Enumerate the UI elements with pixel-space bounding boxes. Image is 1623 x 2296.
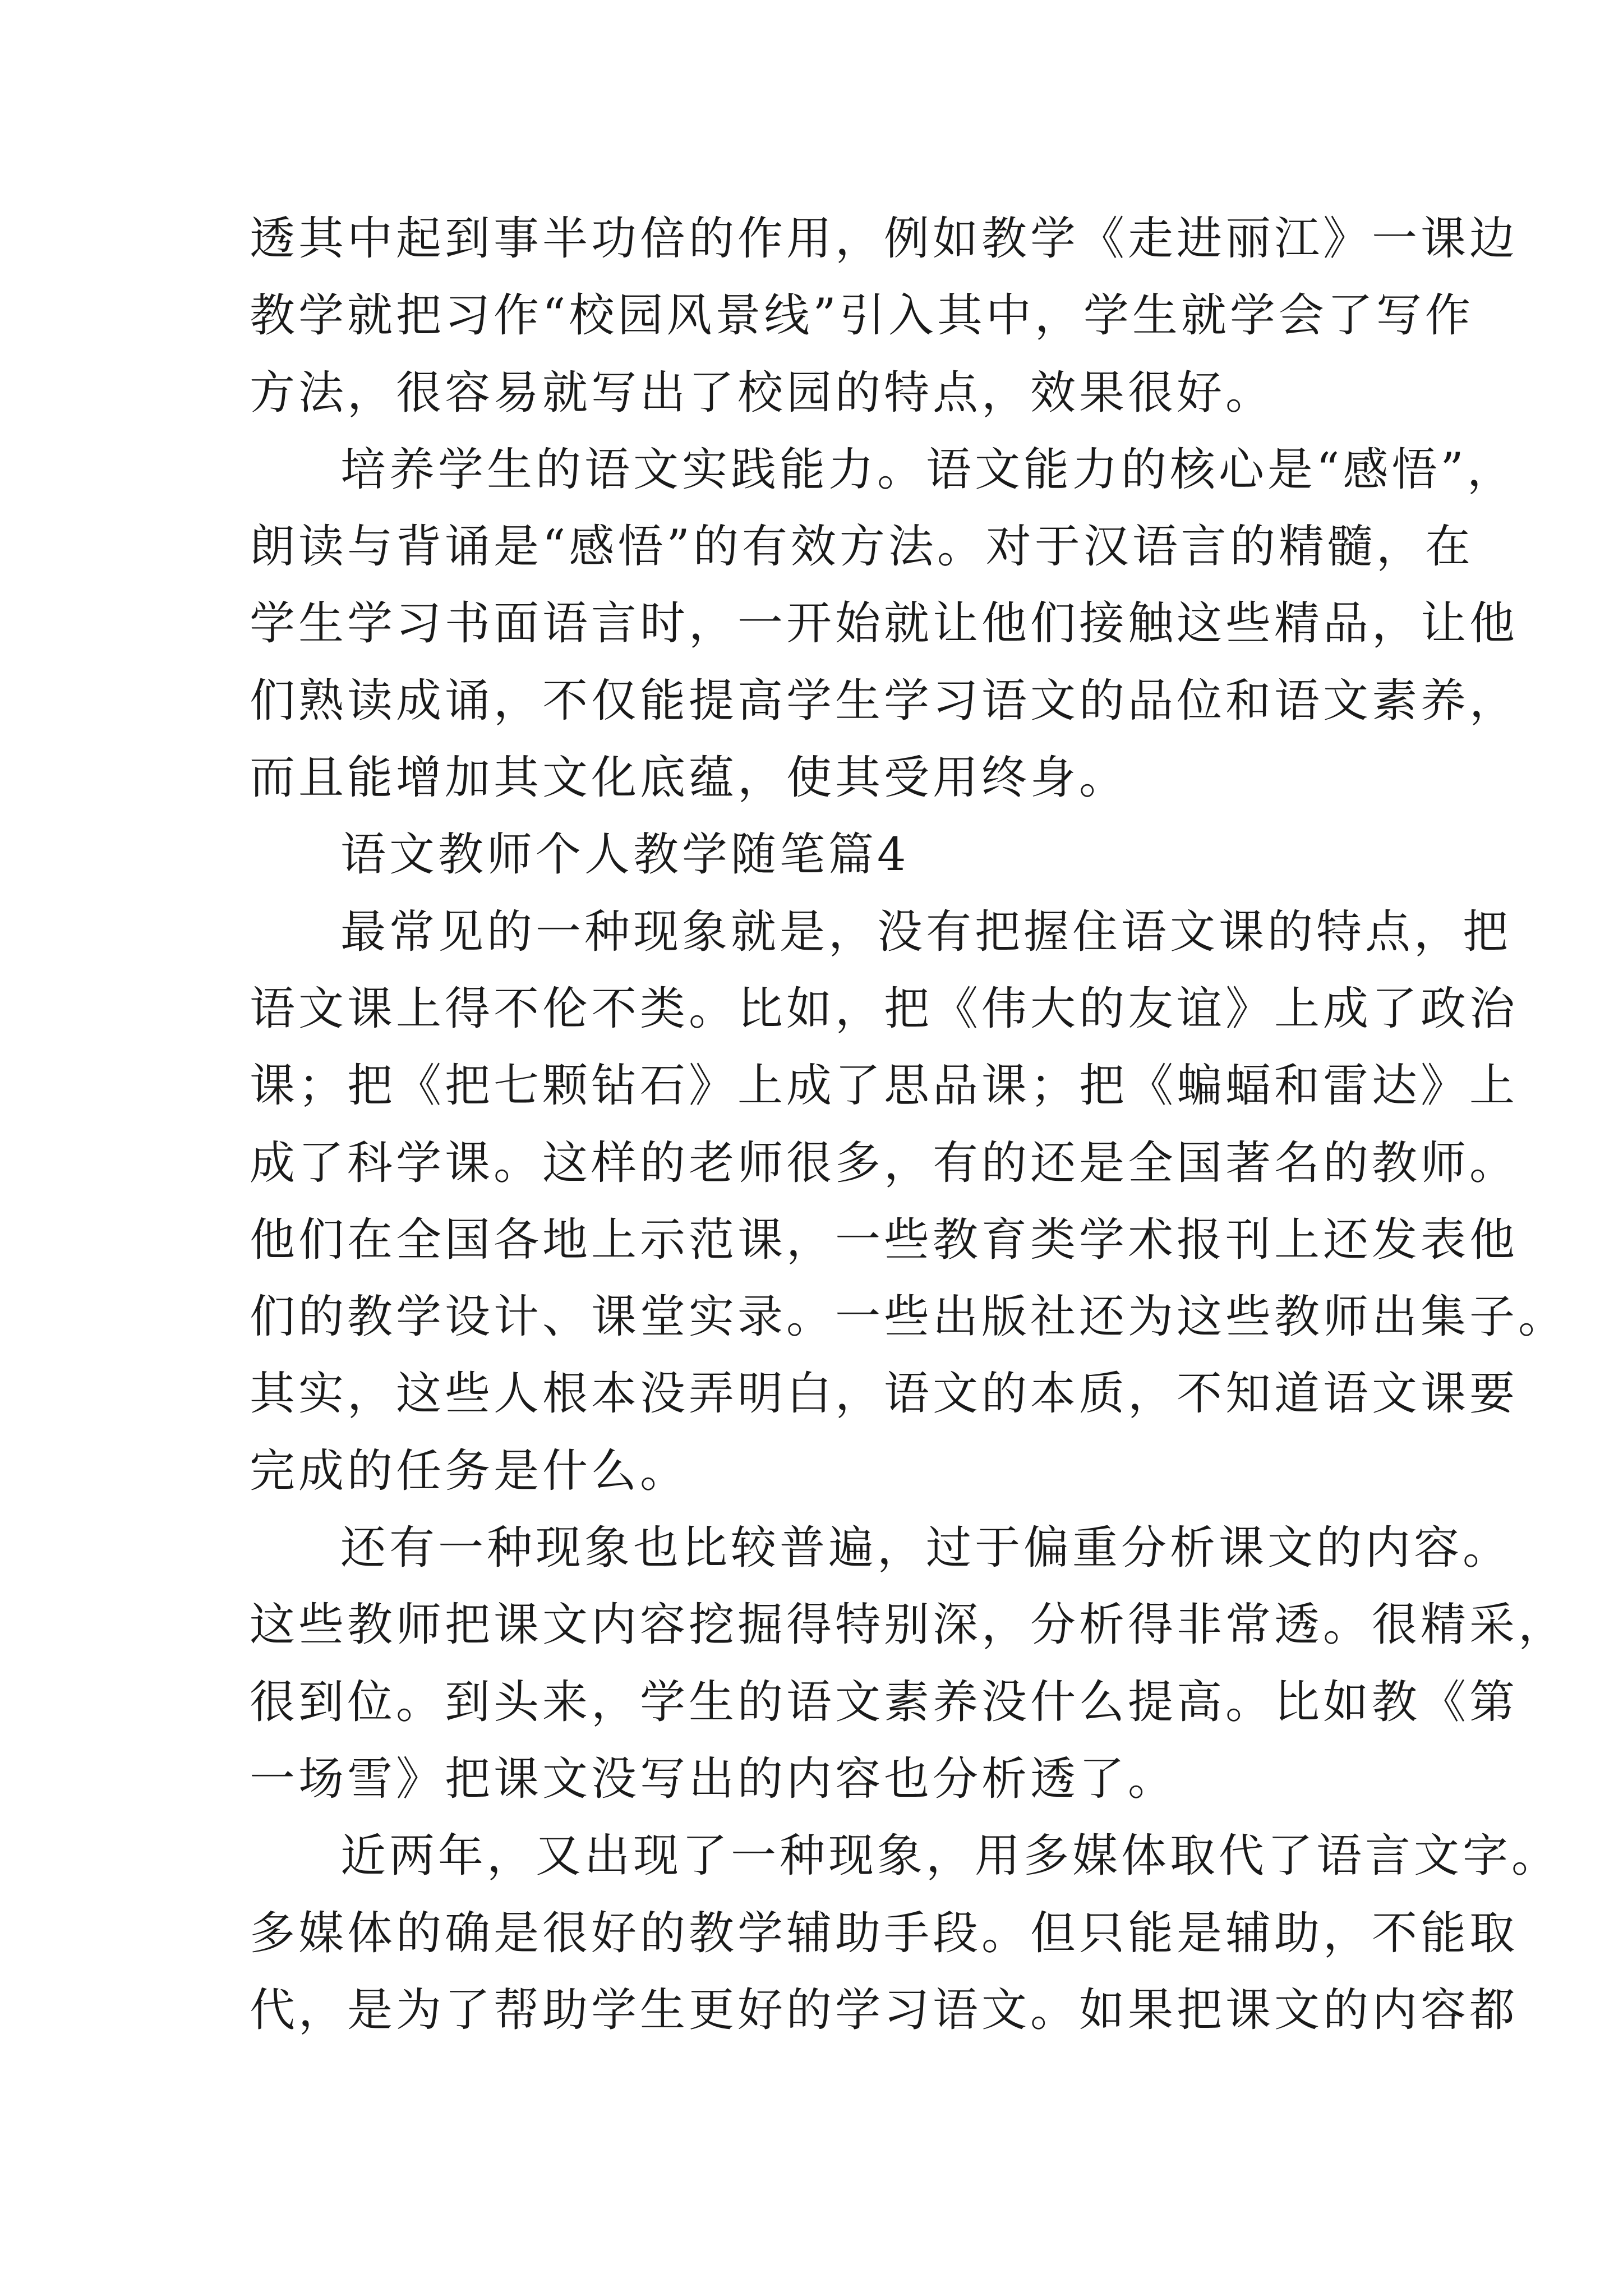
text-line: 朗读与背诵是“感悟”的有效方法。对于汉语言的精髓，在 (250, 521, 1474, 574)
section-heading: 语文教师个人教学随笔篇4 (340, 829, 910, 882)
text-line: 代，是为了帮助学生更好的学习语文。如果把课文的内容都 (250, 1984, 1519, 2037)
text-line: 语文课上得不伦不类。比如，把《伟大的友谊》上成了政治 (250, 982, 1519, 1036)
text-line: 课；把《把七颗钻石》上成了思品课；把《蝙蝠和雷达》上 (250, 1060, 1519, 1113)
text-line: 一场雪》把课文没写出的内容也分析透了。 (250, 1752, 1177, 1806)
text-line: 完成的任务是什么。 (250, 1444, 689, 1498)
paragraph-start-line: 近两年，又出现了一种现象，用多媒体取代了语言文字。 (340, 1830, 1561, 1883)
text-line: 教学就把习作“校园风景线”引入其中，学生就学会了写作 (250, 289, 1474, 343)
text-line: 方法，很容易就写出了校园的特点，效果很好。 (250, 366, 1275, 420)
text-line: 其实，这些人根本没弄明白，语文的本质，不知道语文课要 (250, 1368, 1519, 1421)
text-line: 而且能增加其文化底蕴，使其受用终身。 (250, 752, 1128, 805)
text-line: 很到位。到头来，学生的语文素养没什么提高。比如教《第 (250, 1676, 1519, 1729)
body-text (250, 201, 1567, 2049)
text-line: 他们在全国各地上示范课，一些教育类学术报刊上还发表他 (250, 1213, 1519, 1267)
text-line: 成了科学课。这样的老师很多，有的还是全国著名的教师。 (250, 1137, 1519, 1190)
text-line: 多媒体的确是很好的教学辅助手段。但只能是辅助，不能取 (250, 1907, 1519, 1960)
text-line: 们的教学设计、课堂实录。一些出版社还为这些教师出集子。 (250, 1291, 1567, 1344)
paragraph-start-line: 还有一种现象也比较普遍，过于偏重分析课文的内容。 (340, 1522, 1512, 1575)
text-line: 透其中起到事半功倍的作用，例如教学《走进丽江》一课边 (250, 213, 1519, 265)
text-line: 学生学习书面语言时，一开始就让他们接触这些精品，让他 (250, 597, 1519, 651)
text-line: 们熟读成诵，不仅能提高学生学习语文的品位和语文素养， (250, 674, 1519, 728)
paragraph-start-line: 培养学生的语文实践能力。语文能力的核心是“感悟”， (340, 443, 1516, 496)
text-line: 这些教师把课文内容挖掘得特别深，分析得非常透。很精采， (250, 1599, 1567, 1652)
paragraph-start-line: 最常见的一种现象就是，没有把握住语文课的特点，把 (340, 905, 1512, 959)
